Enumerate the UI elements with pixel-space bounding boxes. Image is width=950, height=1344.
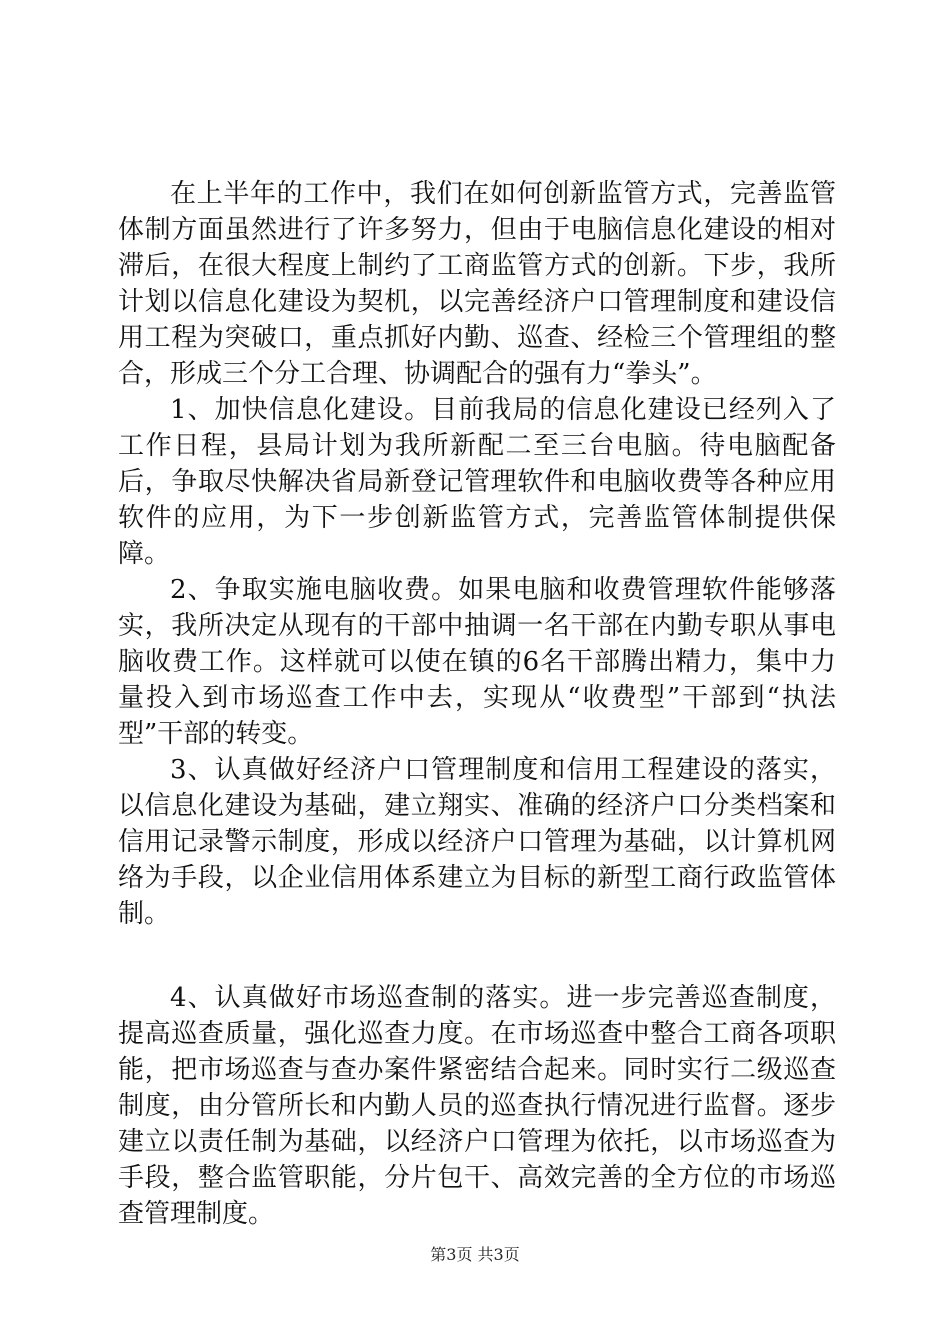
page-footer: 第3页 共3页	[430, 1245, 520, 1264]
paragraph-item-3: 3、认真做好经济户口管理制度和信用工程建设的落实，以信息化建设为基础，建立翔实、准确的经济户口分类档案和信用记录警示制度，形成以经济户口管理为基础，以计算机网络为手段，以企业信用体系建立为目标的新型工商行政监管体制。	[118, 755, 836, 929]
document-body	[118, 176, 836, 1232]
paragraph-item-4: 4、认真做好市场巡查制的落实。进一步完善巡查制度，提高巡查质量，强化巡查力度。在市场巡查中整合工商各项职能，把市场巡查与查办案件紧密结合起来。同时实行二级巡查制度，由分管所长和内勤人员的巡查执行情况进行监督。逐步建立以责任制为基础，以经济户口管理为依托，以市场巡查为手段，整合监管职能，分片包干、高效完善的全方位的市场巡查管理制度。	[118, 983, 836, 1229]
paragraph-intro: 在上半年的工作中，我们在如何创新监管方式，完善监管体制方面虽然进行了许多努力，但由于电脑信息化建设的相对滞后，在很大程度上制约了工商监管方式的创新。下步，我所计划以信息化建设为契机，以完善经济户口管理制度和建设信用工程为突破口，重点抓好内勤、巡查、经检三个管理组的整合，形成三个分工合理、协调配合的强有力“拳头”。	[118, 179, 836, 389]
paragraph-item-2: 2、争取实施电脑收费。如果电脑和收费管理软件能够落实，我所决定从现有的干部中抽调一名干部在内勤专职从事电脑收费工作。这样就可以使在镇的6名干部腾出精力，集中力量投入到市场巡查工作中去，实现从“收费型”干部到“执法型”干部的转变。	[118, 575, 836, 749]
paragraph-item-1: 1、加快信息化建设。目前我局的信息化建设已经列入了工作日程，县局计划为我所新配二至三台电脑。待电脑配备后，争取尽快解决省局新登记管理软件和电脑收费等各种应用软件的应用，为下一步创新监管方式，完善监管体制提供保障。	[118, 395, 836, 569]
